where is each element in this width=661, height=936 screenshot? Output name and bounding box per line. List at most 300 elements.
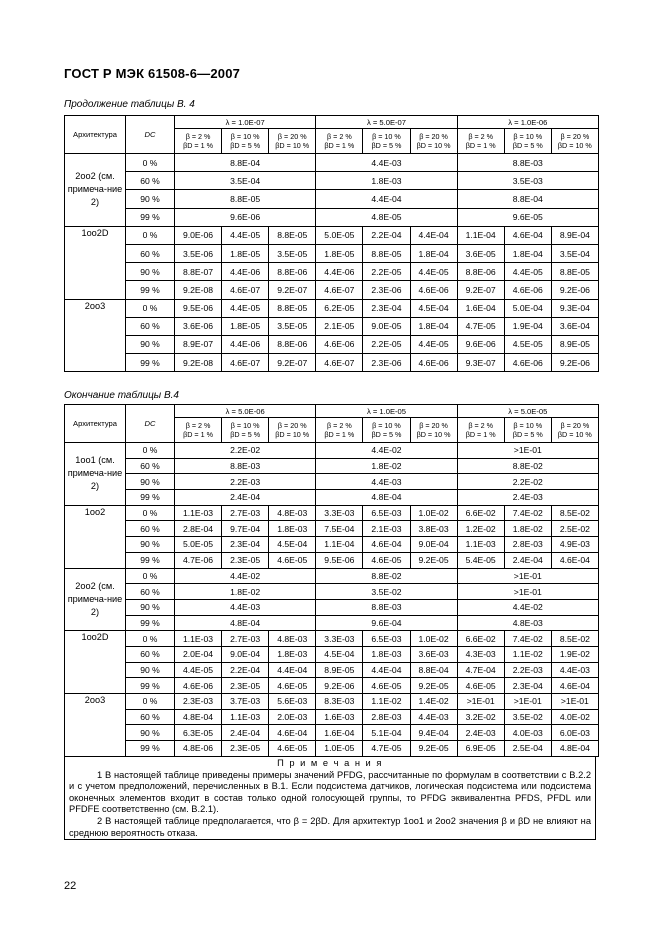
value-cell: 1.0E-02: [410, 505, 457, 521]
value-cell: 3.7E-03: [222, 694, 269, 710]
beta-label: β = 2 %: [327, 132, 352, 141]
value-cell: 9.2E-06: [316, 678, 363, 694]
beta-d-label: βD = 5 %: [230, 430, 261, 439]
beta-d-label: βD = 1 %: [183, 430, 213, 439]
table2-caption: Окончание таблицы В.4: [64, 390, 179, 401]
value-cell: 5.1E-04: [363, 725, 410, 741]
value-cell: 1.6E-04: [316, 725, 363, 741]
value-cell: 4.4E-06: [316, 263, 363, 281]
value-cell: 9.6E-06: [457, 335, 504, 353]
dc-cell: 90 %: [126, 662, 175, 678]
value-cell: 1.1E-03: [457, 537, 504, 553]
architecture-cell: 2oo2 (см. примеча-ние 2): [65, 154, 126, 227]
header-row: [65, 116, 599, 129]
architecture-cell: 1oo1 (см. примеча-ние 2): [65, 443, 126, 506]
value-cell: 3.3E-03: [316, 505, 363, 521]
value-cell: 2.7E-03: [222, 505, 269, 521]
dc-cell: 0 %: [126, 631, 175, 647]
beta-d-label: βD = 10 %: [275, 141, 310, 150]
value-cell: 4.6E-05: [457, 678, 504, 694]
table-row: [65, 505, 599, 521]
column-header-dc: DC: [126, 405, 175, 443]
value-cell: 4.6E-05: [269, 678, 316, 694]
architecture-cell: 2oo3: [65, 694, 126, 757]
value-cell: 1.8E-05: [316, 244, 363, 262]
dc-cell: 0 %: [126, 154, 175, 172]
table-row: [65, 568, 599, 584]
table-row: [65, 443, 599, 459]
value-cell: 9.0E-04: [410, 537, 457, 553]
dc-cell: 0 %: [126, 694, 175, 710]
value-cell: 4.6E-06: [504, 281, 551, 299]
dc-cell: 60 %: [126, 709, 175, 725]
value-cell: 2.4E-03: [457, 490, 598, 506]
value-cell: 8.8E-05: [175, 190, 316, 208]
value-cell: 1.0E-02: [410, 631, 457, 647]
value-cell: 6.5E-03: [363, 631, 410, 647]
value-cell: 1.1E-02: [363, 694, 410, 710]
table-row: [65, 678, 599, 694]
value-cell: 4.4E-05: [222, 226, 269, 244]
value-cell: >1E-01: [551, 694, 598, 710]
beta-header: [457, 129, 504, 154]
value-cell: 1.8E-03: [269, 646, 316, 662]
value-cell: 4.4E-02: [457, 599, 598, 615]
value-cell: 4.7E-04: [457, 662, 504, 678]
value-cell: 2.3E-05: [222, 552, 269, 568]
beta-d-label: βD = 1 %: [183, 141, 213, 150]
value-cell: 2.3E-04: [363, 299, 410, 317]
value-cell: 1.1E-03: [175, 505, 222, 521]
value-cell: 6.9E-05: [457, 741, 504, 757]
value-cell: 3.5E-04: [175, 172, 316, 190]
value-cell: 3.5E-02: [504, 709, 551, 725]
value-cell: 5.0E-05: [316, 226, 363, 244]
value-cell: 4.0E-03: [504, 725, 551, 741]
dc-cell: 90 %: [126, 335, 175, 353]
value-cell: 4.3E-03: [457, 646, 504, 662]
value-cell: 2.4E-04: [222, 725, 269, 741]
value-cell: 6.6E-02: [457, 631, 504, 647]
beta-header: [504, 129, 551, 154]
value-cell: 4.4E-03: [316, 474, 457, 490]
value-cell: 4.6E-04: [551, 678, 598, 694]
table1: [64, 115, 599, 372]
value-cell: 4.8E-04: [175, 709, 222, 725]
value-cell: 8.9E-05: [316, 662, 363, 678]
table-row: [65, 694, 599, 710]
table-row: [65, 354, 599, 372]
beta-header: [363, 418, 410, 443]
value-cell: 4.6E-05: [269, 741, 316, 757]
value-cell: 3.3E-03: [316, 631, 363, 647]
value-cell: 1.8E-04: [504, 244, 551, 262]
lambda-header: λ = 5.0E-05: [457, 405, 598, 418]
beta-label: β = 10 %: [230, 132, 260, 141]
beta-label: β = 20 %: [419, 132, 448, 141]
value-cell: 3.5E-02: [316, 584, 457, 600]
table-row: [65, 317, 599, 335]
value-cell: 5.0E-04: [504, 299, 551, 317]
value-cell: 2.2E-04: [222, 662, 269, 678]
beta-header: [175, 129, 222, 154]
value-cell: 4.4E-03: [175, 599, 316, 615]
value-cell: 8.8E-02: [316, 568, 457, 584]
value-cell: 7.4E-02: [504, 505, 551, 521]
value-cell: 4.5E-05: [504, 335, 551, 353]
value-cell: 5.4E-05: [457, 552, 504, 568]
value-cell: 3.6E-05: [457, 244, 504, 262]
table-row: [65, 263, 599, 281]
value-cell: 4.6E-04: [551, 552, 598, 568]
beta-label: β = 20 %: [277, 421, 307, 430]
lambda-header: λ = 1.0E-07: [175, 116, 316, 129]
beta-header: [363, 129, 410, 154]
value-cell: 6.6E-02: [457, 505, 504, 521]
value-cell: 8.8E-06: [269, 335, 316, 353]
value-cell: 4.4E-05: [410, 335, 457, 353]
beta-d-label: βD = 1 %: [465, 141, 496, 150]
value-cell: 9.6E-04: [316, 615, 457, 631]
value-cell: 2.5E-02: [551, 521, 598, 537]
value-cell: 4.6E-06: [175, 678, 222, 694]
value-cell: 9.2E-05: [410, 678, 457, 694]
value-cell: 3.5E-04: [551, 244, 598, 262]
value-cell: 4.6E-04: [504, 226, 551, 244]
value-cell: 1.9E-04: [504, 317, 551, 335]
value-cell: 4.6E-06: [316, 335, 363, 353]
value-cell: 8.3E-03: [316, 694, 363, 710]
beta-d-label: βD = 1 %: [324, 430, 355, 439]
table1-caption: Продолжение таблицы В. 4: [64, 99, 195, 110]
value-cell: 4.4E-06: [222, 263, 269, 281]
value-cell: 8.8E-03: [175, 458, 316, 474]
beta-label: β = 2 %: [327, 421, 352, 430]
value-cell: 8.8E-02: [457, 458, 598, 474]
beta-header: [222, 418, 269, 443]
value-cell: 4.8E-06: [175, 741, 222, 757]
value-cell: 1.4E-02: [410, 694, 457, 710]
beta-header: [551, 129, 598, 154]
beta-label: β = 20 %: [277, 132, 307, 141]
value-cell: 4.5E-04: [269, 537, 316, 553]
beta-d-label: βD = 5 %: [371, 141, 402, 150]
value-cell: 8.8E-04: [457, 190, 598, 208]
value-cell: 9.5E-06: [175, 299, 222, 317]
beta-header: [316, 418, 363, 443]
value-cell: >1E-01: [457, 443, 598, 459]
beta-header: [269, 129, 316, 154]
value-cell: >1E-01: [457, 584, 598, 600]
value-cell: 4.4E-05: [410, 263, 457, 281]
value-cell: 3.5E-05: [269, 244, 316, 262]
value-cell: 6.3E-05: [175, 725, 222, 741]
value-cell: 4.5E-04: [316, 646, 363, 662]
beta-label: β = 2 %: [468, 421, 494, 430]
table-row: [65, 521, 599, 537]
value-cell: 8.8E-03: [457, 154, 598, 172]
value-cell: 2.1E-03: [363, 521, 410, 537]
table-row: [65, 299, 599, 317]
dc-cell: 99 %: [126, 208, 175, 226]
dc-cell: 90 %: [126, 263, 175, 281]
value-cell: 8.8E-06: [457, 263, 504, 281]
value-cell: 9.2E-05: [410, 552, 457, 568]
beta-label: β = 10 %: [372, 132, 401, 141]
value-cell: 3.6E-06: [175, 317, 222, 335]
beta-label: β = 10 %: [513, 421, 543, 430]
beta-header: [222, 129, 269, 154]
value-cell: 1.6E-03: [316, 709, 363, 725]
value-cell: 4.4E-05: [222, 299, 269, 317]
value-cell: 3.2E-02: [457, 709, 504, 725]
value-cell: 8.9E-05: [551, 335, 598, 353]
beta-header: [457, 418, 504, 443]
beta-header: [410, 129, 457, 154]
value-cell: 4.4E-04: [363, 662, 410, 678]
value-cell: 1.8E-04: [410, 317, 457, 335]
value-cell: 2.8E-04: [175, 521, 222, 537]
beta-d-label: βD = 10 %: [557, 430, 592, 439]
value-cell: 3.5E-06: [175, 244, 222, 262]
beta-label: β = 20 %: [560, 421, 590, 430]
beta-label: β = 10 %: [372, 421, 401, 430]
value-cell: 4.6E-06: [410, 354, 457, 372]
value-cell: 4.0E-02: [551, 709, 598, 725]
table-row: [65, 172, 599, 190]
value-cell: 2.4E-03: [457, 725, 504, 741]
value-cell: 4.6E-04: [269, 725, 316, 741]
value-cell: 8.5E-02: [551, 631, 598, 647]
value-cell: 4.4E-02: [175, 568, 316, 584]
dc-cell: 90 %: [126, 474, 175, 490]
note-1: 1 В настоящей таблице приведены примеры значений PFDG, рассчитанные по формулам в соответствии с В.2.2 и с учетом предположений, перечисленных в В.1. Если подсистема датчиков, логическая подсистема или подсистема оконечных элементов входит в состав только одной голосующей группы, то PFDG эквивалентна PFDS, PFDL или PFDFE соответственно (см. В.2.1).: [69, 769, 591, 815]
value-cell: 8.8E-06: [269, 263, 316, 281]
table-row: [65, 281, 599, 299]
dc-cell: 99 %: [126, 354, 175, 372]
dc-cell: 0 %: [126, 443, 175, 459]
notes-box: [64, 756, 596, 840]
value-cell: 4.8E-03: [269, 631, 316, 647]
dc-cell: 99 %: [126, 741, 175, 757]
value-cell: 2.3E-06: [363, 354, 410, 372]
value-cell: 2.3E-05: [222, 741, 269, 757]
value-cell: 2.3E-05: [222, 678, 269, 694]
beta-d-label: βD = 1 %: [324, 141, 355, 150]
beta-header: [504, 418, 551, 443]
value-cell: 4.7E-06: [175, 552, 222, 568]
dc-cell: 99 %: [126, 678, 175, 694]
architecture-cell: 2oo2 (см. примеча-ние 2): [65, 568, 126, 631]
beta-d-label: βD = 10 %: [275, 430, 310, 439]
value-cell: 2.3E-04: [222, 537, 269, 553]
value-cell: 1.8E-03: [269, 521, 316, 537]
value-cell: 2.7E-03: [222, 631, 269, 647]
table-row: [65, 190, 599, 208]
value-cell: 3.8E-03: [410, 521, 457, 537]
table-row: [65, 631, 599, 647]
table-row: [65, 244, 599, 262]
value-cell: 4.5E-04: [410, 299, 457, 317]
value-cell: 6.0E-03: [551, 725, 598, 741]
value-cell: 4.4E-05: [504, 263, 551, 281]
beta-header: [410, 418, 457, 443]
value-cell: 9.2E-07: [269, 281, 316, 299]
table-row: [65, 226, 599, 244]
lambda-header: λ = 1.0E-05: [316, 405, 457, 418]
value-cell: 4.4E-05: [175, 662, 222, 678]
dc-cell: 90 %: [126, 599, 175, 615]
table-row: [65, 646, 599, 662]
value-cell: 4.4E-04: [269, 662, 316, 678]
value-cell: 9.2E-08: [175, 354, 222, 372]
value-cell: 2.0E-03: [269, 709, 316, 725]
value-cell: 1.8E-02: [316, 458, 457, 474]
value-cell: 7.4E-02: [504, 631, 551, 647]
beta-label: β = 10 %: [513, 132, 543, 141]
value-cell: 1.6E-04: [457, 299, 504, 317]
value-cell: 2.3E-06: [363, 281, 410, 299]
beta-d-label: βD = 10 %: [557, 141, 592, 150]
dc-cell: 60 %: [126, 521, 175, 537]
value-cell: 4.6E-07: [222, 354, 269, 372]
value-cell: 4.4E-04: [316, 190, 457, 208]
dc-cell: 90 %: [126, 537, 175, 553]
value-cell: 1.1E-02: [504, 646, 551, 662]
value-cell: 8.5E-02: [551, 505, 598, 521]
dc-cell: 99 %: [126, 490, 175, 506]
value-cell: 9.2E-08: [175, 281, 222, 299]
value-cell: 4.6E-04: [363, 537, 410, 553]
value-cell: 9.2E-07: [457, 281, 504, 299]
dc-cell: 99 %: [126, 552, 175, 568]
architecture-cell: 1oo2D: [65, 631, 126, 694]
value-cell: 4.6E-06: [504, 354, 551, 372]
beta-d-label: βD = 5 %: [230, 141, 261, 150]
column-header-architecture: Архитектура: [65, 116, 126, 154]
value-cell: 8.8E-05: [269, 226, 316, 244]
value-cell: 4.6E-07: [222, 281, 269, 299]
value-cell: 4.8E-04: [316, 490, 457, 506]
value-cell: 3.5E-03: [457, 172, 598, 190]
value-cell: 2.4E-04: [175, 490, 316, 506]
value-cell: 1.8E-03: [316, 172, 457, 190]
beta-d-label: βD = 5 %: [512, 141, 543, 150]
value-cell: 2.2E-02: [175, 443, 316, 459]
dc-cell: 99 %: [126, 615, 175, 631]
value-cell: 9.6E-06: [175, 208, 316, 226]
table-row: [65, 709, 599, 725]
value-cell: 2.8E-03: [504, 537, 551, 553]
value-cell: >1E-01: [457, 694, 504, 710]
dc-cell: 90 %: [126, 190, 175, 208]
notes-title: П р и м е ч а н и я: [277, 758, 383, 768]
value-cell: 4.6E-06: [410, 281, 457, 299]
dc-cell: 60 %: [126, 646, 175, 662]
table-row: [65, 154, 599, 172]
value-cell: 8.9E-07: [175, 335, 222, 353]
table-row: [65, 741, 599, 757]
beta-header: [316, 129, 363, 154]
beta-label: β = 2 %: [185, 421, 211, 430]
page-number: 22: [64, 880, 77, 892]
value-cell: 8.8E-05: [551, 263, 598, 281]
value-cell: 4.6E-05: [363, 678, 410, 694]
dc-cell: 0 %: [126, 226, 175, 244]
value-cell: 9.2E-07: [269, 354, 316, 372]
lambda-header: λ = 5.0E-06: [175, 405, 316, 418]
value-cell: 8.9E-04: [551, 226, 598, 244]
table-row: [65, 474, 599, 490]
dc-cell: 0 %: [126, 568, 175, 584]
value-cell: 8.8E-03: [316, 599, 457, 615]
value-cell: 1.8E-02: [175, 584, 316, 600]
table-row: [65, 725, 599, 741]
value-cell: 2.2E-02: [457, 474, 598, 490]
beta-label: β = 20 %: [560, 132, 590, 141]
value-cell: 2.5E-04: [504, 741, 551, 757]
architecture-cell: 1oo2D: [65, 226, 126, 299]
column-header-dc: DC: [126, 116, 175, 154]
dc-cell: 60 %: [126, 172, 175, 190]
value-cell: 2.2E-03: [175, 474, 316, 490]
value-cell: 6.5E-03: [363, 505, 410, 521]
lambda-header: λ = 1.0E-06: [457, 116, 598, 129]
value-cell: 2.2E-03: [504, 662, 551, 678]
value-cell: 4.8E-03: [269, 505, 316, 521]
value-cell: 1.1E-03: [175, 631, 222, 647]
value-cell: 1.1E-03: [222, 709, 269, 725]
beta-header: [269, 418, 316, 443]
value-cell: 8.8E-05: [269, 299, 316, 317]
beta-header: [551, 418, 598, 443]
beta-d-label: βD = 10 %: [416, 430, 451, 439]
value-cell: >1E-01: [504, 694, 551, 710]
value-cell: 4.4E-04: [410, 226, 457, 244]
beta-label: β = 20 %: [419, 421, 448, 430]
value-cell: 5.0E-05: [175, 537, 222, 553]
value-cell: 9.0E-06: [175, 226, 222, 244]
table-row: [65, 615, 599, 631]
table-row: [65, 537, 599, 553]
value-cell: 2.2E-05: [363, 335, 410, 353]
architecture-cell: 1oo2: [65, 505, 126, 568]
value-cell: 1.8E-02: [504, 521, 551, 537]
value-cell: 1.8E-04: [410, 244, 457, 262]
value-cell: 8.8E-04: [175, 154, 316, 172]
dc-cell: 60 %: [126, 244, 175, 262]
value-cell: >1E-01: [457, 568, 598, 584]
value-cell: 4.4E-03: [551, 662, 598, 678]
dc-cell: 60 %: [126, 458, 175, 474]
table-row: [65, 490, 599, 506]
value-cell: 1.0E-05: [316, 741, 363, 757]
value-cell: 1.2E-02: [457, 521, 504, 537]
beta-d-label: βD = 1 %: [465, 430, 496, 439]
value-cell: 4.6E-07: [316, 354, 363, 372]
value-cell: 1.8E-05: [222, 244, 269, 262]
value-cell: 4.6E-07: [316, 281, 363, 299]
table-row: [65, 584, 599, 600]
value-cell: 4.8E-04: [551, 741, 598, 757]
value-cell: 9.6E-05: [457, 208, 598, 226]
value-cell: 9.7E-04: [222, 521, 269, 537]
document-header: ГОСТ Р МЭК 61508-6—2007: [64, 66, 241, 81]
value-cell: 8.8E-07: [175, 263, 222, 281]
value-cell: 4.6E-05: [363, 552, 410, 568]
value-cell: 3.6E-03: [410, 646, 457, 662]
value-cell: 2.4E-04: [504, 552, 551, 568]
